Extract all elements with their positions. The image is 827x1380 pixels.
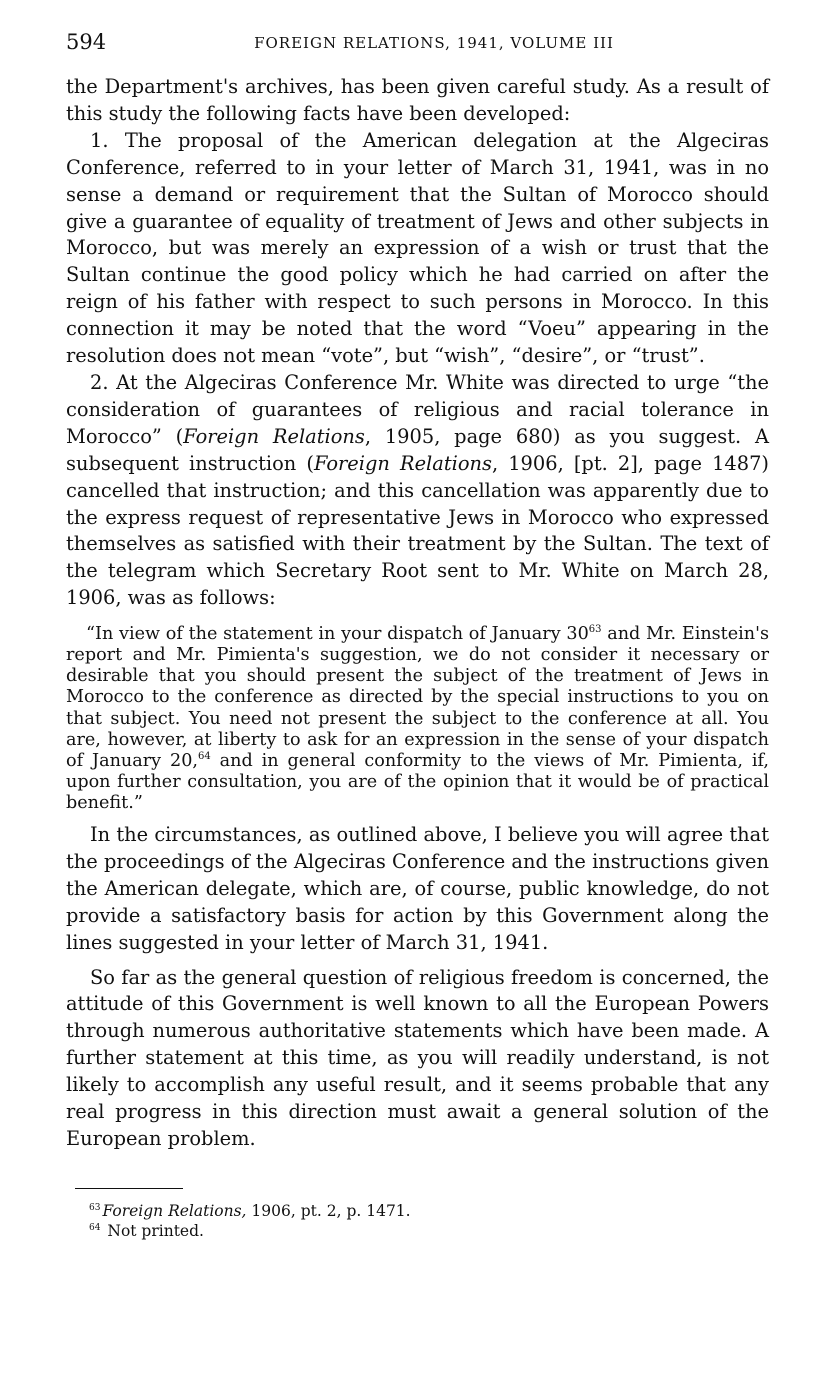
- footnote-64: [89, 1221, 689, 1241]
- footnote-italic: Foreign Relations,: [102, 1202, 247, 1220]
- footnote-63: [89, 1201, 689, 1221]
- italic-citation: Foreign Relations: [313, 451, 492, 475]
- text-run: and Mr. Einstein's report and Mr. Pimienta's suggestion, we do not consider it necessary or desirable that you should present the subject of the treatment of Jews in Morocco to the conference as directed by the special instructions to you on that subject. You need not present the subject to the conference at all. You are, however, at liberty to ask for an expression in the sense of your dispatch of January 20,: [66, 624, 769, 771]
- body-text: [66, 74, 769, 1153]
- block-quote-telegram: [66, 624, 769, 814]
- footnote-mark: 64: [89, 1222, 101, 1233]
- footnotes: [89, 1201, 689, 1241]
- text-run: , 1906, [pt. 2], page 1487) cancelled that instruction; and this cancellation was apparently due to the express request of representative Jews in Morocco who expressed themselves as satisfied with their treatment by the Sultan. The text of the telegram which Secretary Root sent to Mr. White on March 28, 1906, was as follows:: [66, 451, 769, 610]
- text-run: , 1905, page 680) as you suggest. A subsequent instruction (: [66, 424, 769, 475]
- page-header: [66, 30, 772, 58]
- footnote-text: Not printed.: [102, 1222, 204, 1240]
- footnote-mark: 63: [89, 1202, 101, 1213]
- footnote-ref-63: 63: [588, 624, 602, 636]
- paragraph-continuation: the Department's archives, has been given careful study. As a result of this study the following facts have been developed:: [66, 75, 769, 125]
- italic-citation: Foreign Relations: [183, 424, 365, 448]
- paragraph-point-2: [66, 370, 769, 612]
- page-number: 594: [66, 30, 107, 54]
- footnote-divider: [75, 1188, 183, 1189]
- text-run: “In view of the statement in your dispatch of January 30: [86, 624, 589, 645]
- running-head: FOREIGN RELATIONS, 1941, VOLUME III: [254, 34, 614, 52]
- paragraph-circumstances: In the circumstances, as outlined above, I believe you will agree that the proceedings of the Algeciras Conference and the instructions given the American delegate, which are, of course, public knowledge, do not provide a satisfactory basis for action by this Government along the lines suggested in your letter of March 31, 1941.: [66, 822, 769, 954]
- text-run: and in general conformity to the views of Mr. Pimienta, if, upon further consultation, you are of the opinion that it would be of practical benefit.”: [66, 750, 769, 813]
- footnote-ref-64: 64: [197, 750, 211, 762]
- footnote-text: 1906, pt. 2, p. 1471.: [246, 1202, 411, 1220]
- paragraph-point-1: 1. The proposal of the American delegation at the Algeciras Conference, referred to in your letter of March 31, 1941, was in no sense a demand or requirement that the Sultan of Morocco should give a guarantee of equality of treatment of Jews and other subjects in Morocco, but was merely an expression of a wish or trust that the Sultan continue the good policy which he had carried on after the reign of his father with respect to such persons in Morocco. In this connection it may be noted that the word “Voeu” appearing in the resolution does not mean “vote”, but “wish”, “desire”, or “trust”.: [66, 128, 769, 368]
- text-run: 2. At the Algeciras Conference Mr. White was directed to urge “the consideration of guarantees of religious and racial tolerance in Morocco” (: [66, 370, 769, 448]
- paragraph-religious-freedom: So far as the general question of religious freedom is concerned, the attitude of this Government is well known to all the European Powers through numerous authoritative statements which have been made. A further statement at this time, as you will readily understand, is not likely to accomplish any useful result, and it seems probable that any real progress in this direction must await a general solution of the European problem.: [66, 965, 769, 1150]
